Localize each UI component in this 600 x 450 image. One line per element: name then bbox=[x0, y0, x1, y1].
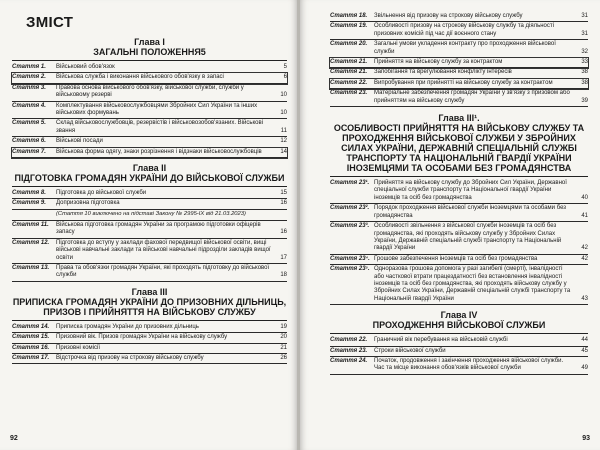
article-label: Стаття 12. bbox=[12, 239, 50, 246]
article-title: Підготовка до вступу у заклади фахової передвищої військової освіти, вищі військові навчальні заклади та військові навчальні підрозділи закладів вищої освіти bbox=[56, 239, 271, 261]
article-page: 38 bbox=[581, 69, 588, 76]
article-title: Військові посади bbox=[56, 138, 103, 145]
article-title: Початок, продовження і закінчення проходження військової служби. Час та місце виконання обов'язків військової служби bbox=[374, 357, 564, 372]
article-title: Прийняття на військову службу за контрактом bbox=[374, 59, 503, 66]
article-label: Стаття 21. bbox=[330, 69, 368, 76]
chapter-heading: Глава I bbox=[134, 37, 165, 47]
article-page: 17 bbox=[280, 254, 287, 261]
article-label: Стаття 23¹. bbox=[330, 180, 370, 187]
article-page: 16 bbox=[280, 200, 287, 207]
toc-entry[interactable] bbox=[12, 344, 287, 354]
article-label: Стаття 13. bbox=[12, 264, 50, 271]
toc-entry[interactable] bbox=[12, 84, 287, 102]
article-page: 42 bbox=[581, 245, 588, 252]
chapter-heading: Глава II bbox=[132, 163, 167, 174]
article-label: Стаття 23⁵. bbox=[330, 266, 370, 273]
article-label: Стаття 22. bbox=[330, 337, 368, 344]
toc-entry[interactable] bbox=[12, 73, 287, 83]
article-title: Склад військовослужбовців, резервістів і військовозобов'язаних. Військові звання bbox=[56, 120, 264, 134]
toc-entry[interactable] bbox=[330, 68, 588, 78]
article-page: 20 bbox=[280, 334, 287, 341]
article-title: Призовні комісії bbox=[56, 344, 101, 351]
article-label: Стаття 16. bbox=[12, 344, 50, 351]
article-label: Стаття 11. bbox=[12, 221, 49, 228]
article-label: Стаття 24. bbox=[330, 357, 368, 364]
chapter-title: ЗАГАЛЬНІ ПОЛОЖЕННЯ5 bbox=[12, 47, 287, 61]
toc-entry[interactable] bbox=[330, 255, 588, 265]
article-page: 11 bbox=[280, 127, 287, 134]
page-number-right: 93 bbox=[582, 435, 590, 442]
article-page: 42 bbox=[581, 255, 588, 262]
chapter-title: ПРОХОДЖЕННЯ ВІЙСЬКОВОЇ СЛУЖБИ bbox=[330, 320, 588, 334]
article-label: Стаття 7. bbox=[12, 148, 46, 155]
toc-entry[interactable] bbox=[12, 239, 287, 264]
article-title: Військова служба і виконання військового обов'язку в запасі bbox=[56, 74, 224, 81]
article-page: 15 bbox=[280, 190, 287, 197]
article-page: 44 bbox=[581, 337, 588, 344]
article-label: Стаття 23. bbox=[330, 347, 368, 354]
toc-entry[interactable] bbox=[12, 189, 287, 199]
article-title: Підготовка до військової служби bbox=[56, 190, 147, 197]
article-title: Допризовна підготовка bbox=[56, 200, 120, 207]
article-page: 32 bbox=[581, 48, 588, 55]
toc-entry[interactable] bbox=[330, 79, 588, 89]
toc-entry[interactable] bbox=[12, 199, 287, 209]
article-label: Стаття 9. bbox=[12, 200, 46, 207]
chapter-title: ПРИПИСКА ГРОМАДЯН УКРАЇНИ ДО ПРИЗОВНИХ ДІЛЬНИЦЬ, ПРИЗОВ І ПРИЙНЯТТЯ НА ВІЙСЬКОВУ СЛУЖБУ bbox=[12, 297, 287, 321]
article-page: 26 bbox=[280, 354, 287, 361]
article-title: Запобігання та врегулювання конфлікту інтересів bbox=[374, 69, 512, 76]
article-label: Стаття 1. bbox=[12, 64, 46, 70]
article-label: Стаття 2. bbox=[12, 74, 46, 81]
toc-entry[interactable] bbox=[12, 323, 287, 333]
article-title: Військова форма одягу, знаки розрізнення і відзнаки військовослужбовців bbox=[56, 148, 262, 155]
article-label: Стаття 23³. bbox=[330, 223, 370, 230]
article-label: Стаття 8. bbox=[12, 190, 46, 197]
article-label: Стаття 18. bbox=[330, 13, 368, 19]
article-page: 39 bbox=[581, 97, 588, 104]
article-label: Стаття 6. bbox=[12, 138, 46, 145]
article-title: Загальні умови укладення контракту про проходження військової служби bbox=[374, 41, 556, 55]
toc-entry[interactable] bbox=[12, 63, 287, 73]
toc-entry[interactable] bbox=[12, 148, 287, 158]
article-page: 19 bbox=[280, 323, 287, 330]
chapter-heading: Глава IV bbox=[440, 310, 478, 321]
toc-entry[interactable] bbox=[330, 357, 588, 375]
article-title: Комплектування військовослужбовцями Збройних Сил України та інших військових формувань bbox=[56, 102, 258, 117]
article-title: Особливості призову на строкову військову службу та діяльності призовних комісій під час дії воєнного стану bbox=[374, 23, 554, 37]
article-page: 10 bbox=[280, 92, 287, 99]
article-label: Стаття 21. bbox=[330, 59, 368, 66]
toc-entry[interactable] bbox=[330, 204, 588, 222]
article-title: Порядок проходження військової служби іноземцями та особами без громадянства bbox=[374, 205, 567, 219]
article-label: Стаття 3. bbox=[12, 84, 46, 91]
article-page: 45 bbox=[581, 347, 588, 354]
article-title: Граничний вік перебування на військовій службі bbox=[374, 337, 508, 344]
article-page: 14 bbox=[280, 148, 287, 155]
article-label: Стаття 22. bbox=[330, 79, 368, 86]
toc-entry[interactable] bbox=[330, 22, 588, 40]
chapter-title: ОСОБЛИВОСТІ ПРИЙНЯТТЯ НА ВІЙСЬКОВУ СЛУЖБУ ТА ПРОХОДЖЕННЯ ВІЙСЬКОВОЇ СЛУЖБИ У ЗБРОЙНИХ СИЛАХ УКРАЇНИ, ДЕРЖАВНІЙ СПЕЦІАЛЬНІЙ СЛУЖБІ ТРАНСПОРТУ ТА НАЦІОНАЛЬНІЙ ГВАРДІЇ УКРАЇНИ ІНОЗЕМЦЯМИ ТА ОСОБАМИ БЕЗ ГРОМАДЯНСТВА bbox=[330, 123, 588, 177]
article-page: 40 bbox=[581, 194, 588, 201]
article-page: 10 bbox=[280, 110, 287, 117]
page-title: ЗМІСТ bbox=[26, 14, 74, 31]
right-toc bbox=[330, 12, 588, 375]
left-page bbox=[0, 0, 297, 450]
article-page: 31 bbox=[581, 30, 588, 37]
article-page: 43 bbox=[581, 295, 588, 302]
toc-note: (Стаття 10 виключено на підставі Закону № 2995-IX від 21.03.2023) bbox=[12, 210, 287, 221]
toc-entry[interactable] bbox=[330, 179, 588, 204]
article-title: Прийняття на військову службу до Збройних Сил України, Державної спеціальної служби транспорту та Національної гвардії України іноземців та осіб без громадянства bbox=[374, 180, 567, 201]
article-title: Особливості звільнення з військової служби іноземців та осіб без громадянства, які проходять військову службу у Збройних Силах України, Державній спеціальній службі транспорту та Національній гвардії України bbox=[374, 223, 562, 252]
toc-entry[interactable] bbox=[330, 347, 588, 357]
toc-entry[interactable] bbox=[12, 119, 287, 137]
article-title: Військовий обов'язок bbox=[56, 64, 115, 70]
page-number-left: 92 bbox=[10, 435, 18, 442]
toc-entry[interactable] bbox=[330, 40, 588, 58]
article-page: 16 bbox=[280, 229, 287, 236]
article-page: 21 bbox=[280, 344, 287, 351]
toc-entry[interactable] bbox=[330, 336, 588, 346]
article-title: Одноразова грошова допомога у разі загибелі (смерті), інвалідності або часткової втрати працездатності без встановлення інвалідності іноземців та осіб без громадянства, які проходять військову службу у Збройних Силах України, Державній спеціальній службі транспорту та Національній гвардії України bbox=[374, 266, 571, 302]
toc-entry[interactable] bbox=[12, 221, 287, 239]
article-page: 6 bbox=[283, 74, 287, 81]
toc-entry[interactable] bbox=[12, 354, 287, 364]
toc-entry[interactable] bbox=[12, 264, 287, 282]
toc-entry[interactable] bbox=[330, 12, 588, 22]
toc-entry[interactable] bbox=[330, 222, 588, 255]
toc-entry[interactable] bbox=[330, 58, 588, 68]
toc-entry[interactable] bbox=[12, 102, 287, 120]
article-label: Стаття 4. bbox=[12, 102, 46, 109]
chapter-heading: Глава III¹. bbox=[438, 113, 480, 124]
article-page: 49 bbox=[581, 365, 588, 372]
article-label: Стаття 19. bbox=[330, 23, 368, 30]
article-page: 5 bbox=[283, 64, 287, 70]
article-label: Стаття 15. bbox=[12, 334, 50, 341]
right-chapters bbox=[330, 113, 588, 375]
chapter-heading: Глава III bbox=[131, 286, 168, 297]
article-page: 41 bbox=[581, 212, 588, 219]
article-title: Матеріальне забезпечення громадян України у зв'язку з призовом або прийняттям на військову службу bbox=[374, 90, 570, 104]
article-title: Звільнення від призову на строкову військову службу bbox=[374, 13, 523, 19]
article-title: Права та обов'язки громадян України, які проходять підготовку до військової служби bbox=[56, 264, 270, 279]
article-label: Стаття 23². bbox=[330, 205, 370, 212]
article-title: Військова підготовка громадян України за програмою підготовки офіцерів запасу bbox=[56, 221, 261, 236]
article-label: Стаття 23. bbox=[330, 90, 368, 97]
article-title: Призовний вік. Призов громадян України на військову службу bbox=[56, 334, 228, 341]
article-label: Стаття 17. bbox=[12, 354, 50, 361]
article-label: Стаття 23⁴. bbox=[330, 255, 370, 262]
article-page: 38 bbox=[581, 79, 588, 86]
article-label: Стаття 20. bbox=[330, 41, 368, 48]
article-title: Випробування при прийнятті на військову службу за контрактом bbox=[374, 79, 553, 86]
toc-entry[interactable] bbox=[330, 265, 588, 305]
article-title: Правова основа військового обов'язку, військової служби, служби у військовому резерві bbox=[56, 84, 244, 99]
right-page bbox=[300, 0, 600, 450]
left-toc bbox=[12, 10, 287, 364]
article-label: Стаття 14. bbox=[12, 323, 50, 330]
article-page: 33 bbox=[581, 59, 588, 66]
article-label: Стаття 5. bbox=[12, 120, 46, 127]
toc-entry[interactable] bbox=[12, 333, 287, 343]
article-page: 31 bbox=[581, 13, 588, 19]
article-page: 18 bbox=[280, 272, 287, 279]
article-title: Приписка громадян України до призовних дільниць bbox=[56, 323, 199, 330]
chapter-title: ПІДГОТОВКА ГРОМАДЯН УКРАЇНИ ДО ВІЙСЬКОВОЇ СЛУЖБИ bbox=[12, 173, 287, 187]
article-title: Строки військової служби bbox=[374, 347, 446, 354]
article-title: Грошове забезпечення іноземців та осіб без громадянства bbox=[374, 255, 538, 262]
toc-entry[interactable] bbox=[12, 137, 287, 147]
article-page: 12 bbox=[280, 138, 287, 145]
article-title: Відстрочка від призову на строкову військову службу bbox=[56, 354, 204, 361]
toc-entry[interactable] bbox=[330, 89, 588, 107]
